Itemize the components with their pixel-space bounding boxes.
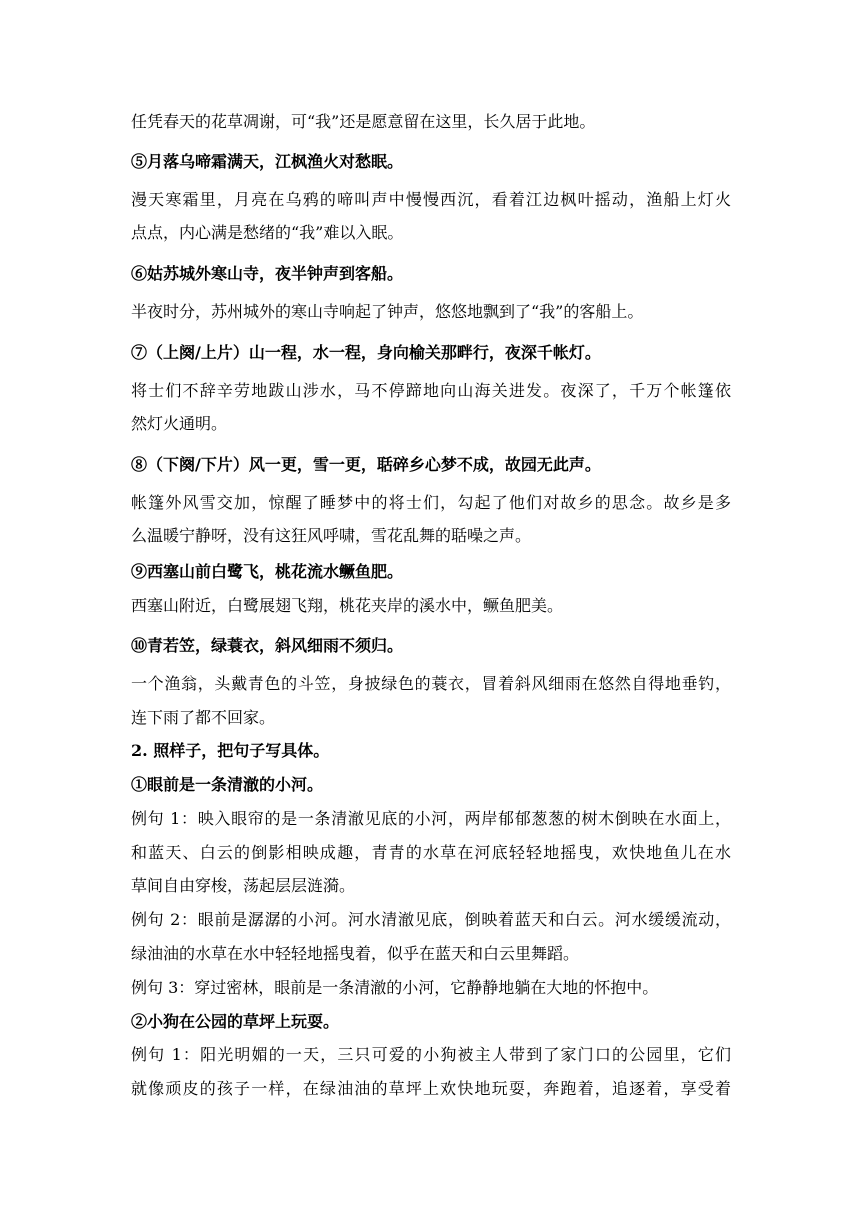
- poem-line-7: ⑦（上阕/上片）山一程，水一程，身向榆关那畔行，夜深千帐灯。: [131, 343, 601, 362]
- text-line-28: 就像顽皮的孩子一样，在绿油油的草坪上欢快地玩耍，奔跑着，追逐着，享受着: [131, 1079, 731, 1098]
- text-line-17: 连下雨了都不回家。: [131, 708, 276, 727]
- text-line-16: 一个渔翁，头戴青色的斗笠，身披绿色的蓑衣，冒着斜风细雨在悠然自得地垂钓，: [131, 674, 731, 693]
- text-line-14: 西塞山附近，白鹭展翅飞翔，桃花夹岸的溪水中，鳜鱼肥美。: [131, 596, 564, 615]
- text-line-12: 么温暖宁静呀，没有这狂风呼啸，雪花乱舞的聒噪之声。: [131, 526, 532, 545]
- text-line-24: 绿油油的水草在水中轻轻地摇曳着，似乎在蓝天和白云里舞蹈。: [131, 944, 580, 963]
- text-line-25: 例句 3：穿过密林，眼前是一条清澈的小河，它静静地躺在大地的怀抱中。: [131, 978, 659, 997]
- exercise-item-1: ①眼前是一条清澈的小河。: [131, 775, 324, 794]
- poem-line-6: ⑥姑苏城外寒山寺，夜半钟声到客船。: [131, 264, 404, 283]
- text-line-23: 例句 2：眼前是潺潺的小河。河水清澈见底，倒映着蓝天和白云。河水缓缓流动，: [131, 910, 731, 929]
- text-line-9: 然灯火通明。: [131, 414, 228, 433]
- poem-line-9: ⑨西塞山前白鹭飞，桃花流水鳜鱼肥。: [131, 562, 404, 581]
- text-line-20: 例句 1：映入眼帘的是一条清澈见底的小河，两岸郁郁葱葱的树木倒映在水面上，: [131, 809, 731, 828]
- text-line-22: 草间自由穿梭，荡起层层涟漪。: [131, 876, 356, 895]
- text-line-11: 帐篷外风雪交加，惊醒了睡梦中的将士们，勾起了他们对故乡的思念。故乡是多: [131, 493, 731, 512]
- text-line-4: 点点，内心满是愁绪的“我”难以入眠。: [131, 223, 404, 242]
- poem-line-10: ⑩青若笠，绿蓑衣，斜风细雨不须归。: [131, 636, 404, 655]
- exercise-item-2: ②小狗在公园的草坪上玩耍。: [131, 1012, 340, 1031]
- section-heading-2: 2. 照样子，把句子写具体。: [131, 741, 330, 760]
- poem-line-5: ⑤月落乌啼霜满天，江枫渔火对愁眠。: [131, 152, 404, 171]
- text-line-21: 和蓝天、白云的倒影相映成趣，青青的水草在河底轻轻地摇曳，欢快地鱼儿在水: [131, 843, 731, 862]
- text-line-27: 例句 1：阳光明媚的一天，三只可爱的小狗被主人带到了家门口的公园里，它们: [131, 1045, 731, 1064]
- poem-line-8: ⑧（下阕/下片）风一更，雪一更，聒碎乡心梦不成，故园无此声。: [131, 455, 601, 474]
- text-line-1: 任凭春天的花草凋谢，可“我”还是愿意留在这里，长久居于此地。: [131, 112, 596, 131]
- text-line-6: 半夜时分，苏州城外的寒山寺响起了钟声，悠悠地飘到了“我”的客船上。: [131, 302, 644, 321]
- text-line-8: 将士们不辞辛劳地跋山涉水，马不停蹄地向山海关进发。夜深了，千万个帐篷依: [131, 381, 731, 400]
- text-line-3: 漫天寒霜里，月亮在乌鸦的啼叫声中慢慢西沉，看着江边枫叶摇动，渔船上灯火: [131, 190, 731, 209]
